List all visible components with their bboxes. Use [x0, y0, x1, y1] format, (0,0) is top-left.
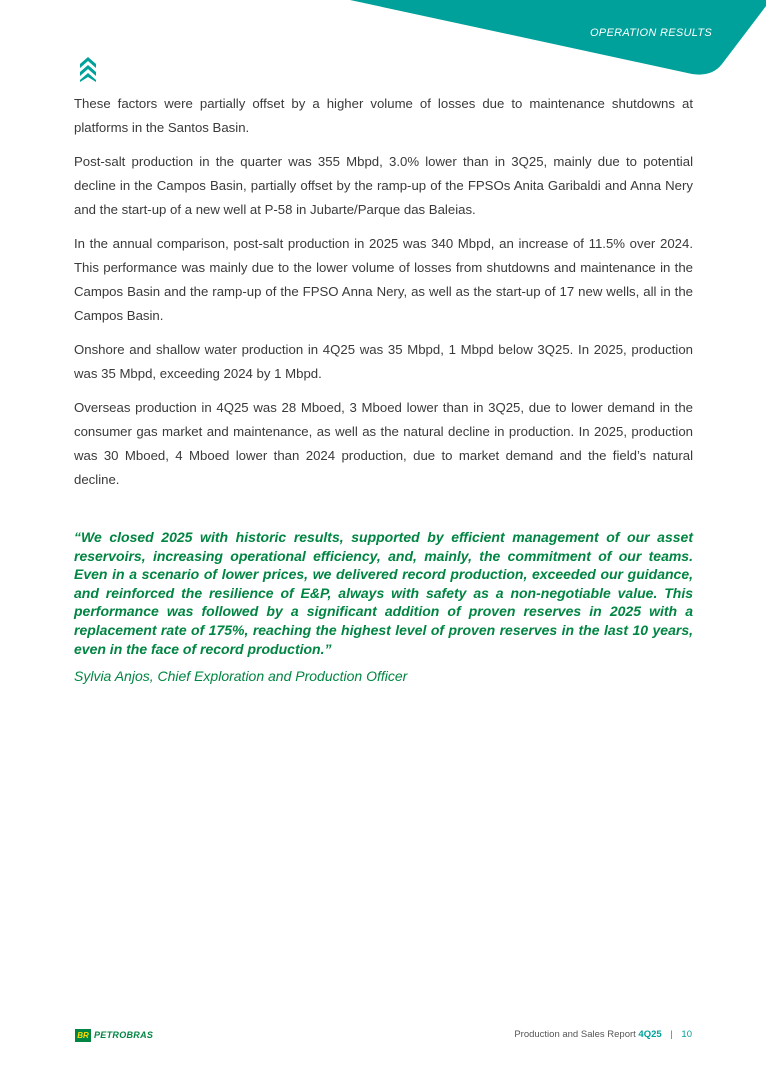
double-chevron-up-icon	[78, 54, 98, 82]
paragraph: These factors were partially offset by a higher volume of losses due to maintenance shutdowns at platforms in the Santos Basin.	[74, 96, 693, 135]
logo-mark: BR	[75, 1029, 91, 1042]
footer-report-info	[514, 1029, 692, 1040]
paragraph: Onshore and shallow water production in 4Q25 was 35 Mbpd, 1 Mbpd below 3Q25. In 2025, production was 35 Mbpd, exceeding 2024 by 1 Mbpd.	[74, 342, 693, 381]
executive-quote: “We closed 2025 with historic results, supported by efficient management of our asset reservoirs, increasing operational efficiency, and, mainly, the commitment of our teams. Even in a scenario of lower prices, we delivered record production, exceeded our guidance, and reinforced the resilience of E&P, always with safety as a non-negotiable value. This performance was followed by a significant addition of proven reserves in 2025 with a replacement rate of 175%, reaching the highest level of proven reserves in the last 10 years, even in the face of record production.”	[74, 529, 693, 657]
paragraph: Overseas production in 4Q25 was 28 Mboed, 3 Mboed lower than in 3Q25, due to lower demand in the consumer gas market and maintenance, as well as the natural decline in production. In 2025, production was 30 Mboed, 4 Mboed lower than 2024 production, due to market demand and the field’s natural decline.	[74, 400, 693, 487]
paragraph: Post-salt production in the quarter was 355 Mbpd, 3.0% lower than in 3Q25, mainly due to potential decline in the Campos Basin, partially offset by the ramp-up of the FPSOs Anita Garibaldi and Anna Nery and the start-up of a new well at P-58 in Jubarte/Parque das Baleias.	[74, 154, 693, 217]
footer-separator: |	[670, 1029, 673, 1040]
section-label: OPERATION RESULTS	[589, 27, 712, 39]
report-title: Production and Sales Report	[514, 1029, 636, 1040]
quote-attribution: Sylvia Anjos, Chief Exploration and Production Officer	[74, 668, 408, 685]
report-period: 4Q25	[638, 1029, 662, 1040]
paragraph: In the annual comparison, post-salt production in 2025 was 340 Mbpd, an increase of 11.5% over 2024. This performance was mainly due to the lower volume of losses from shutdowns and maintenance in the Campos Basin and the ramp-up of the FPSO Anna Nery, as well as the start-up of 17 new wells, all in the Campos Basin.	[74, 236, 693, 323]
logo-name: PETROBRAS	[94, 1030, 154, 1040]
petrobras-logo	[75, 1028, 153, 1042]
main-content	[74, 92, 693, 686]
page-number: 10	[681, 1029, 692, 1040]
header-banner	[0, 0, 766, 80]
